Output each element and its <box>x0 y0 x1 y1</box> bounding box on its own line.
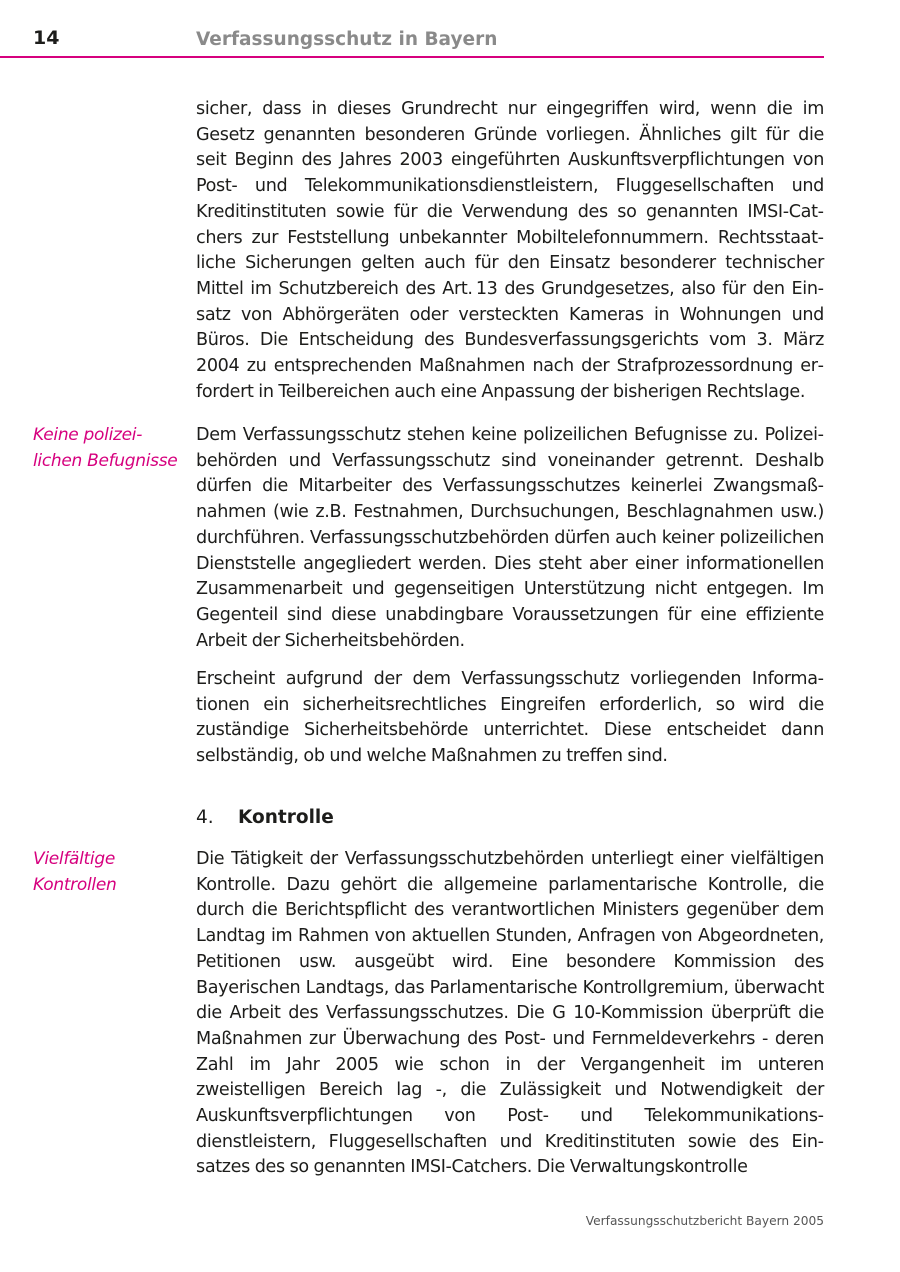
section-title: Kontrolle <box>238 807 334 828</box>
page-footer: Verfassungsschutzbericht Bayern 2005 <box>585 1214 824 1228</box>
section-number: 4. <box>196 807 214 828</box>
paragraph-befugnisse: Dem Verfassungsschutz stehen keine polizeilichen Befugnisse zu. Polizeibehörden und Verfassungsschutz sind voneinander getrennt. Deshalb dürfen die Mitarbeiter des Verfassungsschutzes keinerlei Zwangsmaßnahmen (wie z.B. Festnahmen, Durchsuchungen, Beschlagnahmen usw.) durchführen. Verfassungsschutzbehörden dürfen auch keiner polizeilichen Dienststelle angegliedert werden. Dies steht aber einer informationellen Zusammenarbeit und gegenseitigen Unterstützung nicht entgegen. Im Gegenteil sind diese unabdingbare Voraussetzungen für eine effiziente Arbeit der Sicherheitsbehörden. <box>196 425 824 651</box>
paragraph-grundrecht: sicher, dass in dieses Grundrecht nur eingegriffen wird, wenn die im Gesetz genannten besonderen Gründe vorliegen. Ähnliches gilt für die seit Beginn des Jahres 2003 eingeführten Auskunftsverpflichtungen von Post- und Telekommunikationsdienstleistern, Fluggesellschaften und Kreditinstituten sowie für die Verwendung des so genannten IMSI-Catchers zur Feststellung unbekannter Mobiltelefonnummern. Rechtsstaatliche Sicherungen gelten auch für den Einsatz besonderer technischer Mittel im Schutzbereich des Art. 13 des Grundgesetzes, also für den Einsatz von Abhörgeräten oder versteckten Kameras in Wohnungen und Büros. Die Entscheidung des Bundesverfassungsgerichts vom 3. März 2004 zu entsprechenden Maßnahmen nach der Strafprozessordnung erfordert in Teilbereichen auch eine Anpassung der bisherigen Rechtslage. <box>196 99 824 402</box>
margin-note-keine-polizeilichen-befugnisse: Keine polizei- lichen Befugnisse <box>33 425 178 471</box>
header-rule <box>0 56 824 58</box>
page-number: 14 <box>33 27 60 49</box>
running-title: Verfassungsschutz in Bayern <box>196 29 498 50</box>
paragraph-kontrolle: Die Tätigkeit der Verfassungsschutzbehörden unterliegt einer vielfältigen Kontrolle. Dazu gehört die allgemeine parlamentarische Kontrolle, die durch die Berichtspflicht des verantwortlichen Ministers gegenüber dem Landtag im Rahmen von aktuellen Stunden, Anfragen von Abgeordneten, Petitionen usw. ausgeübt wird. Eine besondere Kommission des Bayerischen Landtags, das Parlamentarische Kontrollgremium, überwacht die Arbeit des Verfassungsschutzes. Die G 10-Kommission überprüft die Maßnahmen zur Überwachung des Post- und Fernmeldeverkehrs - deren Zahl im Jahr 2005 wie schon in der Vergangenheit im unteren zweistelligen Bereich lag -, die Zulässigkeit und Notwendigkeit der Auskunftsverpflichtungen von Post- und Telekommunikationsdienstleistern, Fluggesellschaften und Kreditinstituten sowie des Einsatzes des so genannten IMSI-Catchers. Die Verwaltungskontrolle <box>196 849 824 1178</box>
margin-note-vielfaeltige-kontrollen: Vielfältige Kontrollen <box>33 849 117 895</box>
section-heading <box>196 805 334 831</box>
paragraph-sicherheitsbehoerde: Erscheint aufgrund der dem Verfassungsschutz vorliegenden Informationen ein sicherheitsrechtliches Eingreifen erforderlich, so wird die zuständige Sicherheitsbehörde unterrichtet. Diese entscheidet dann selbständig, ob und welche Maßnahmen zu treffen sind. <box>196 669 824 767</box>
